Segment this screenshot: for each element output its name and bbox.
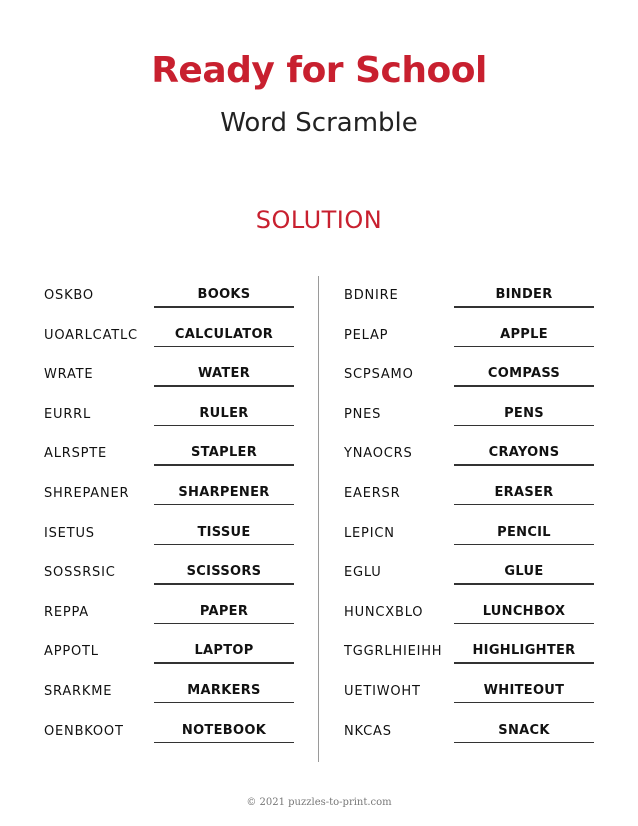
answer-line	[454, 346, 594, 348]
answer-word: SNACK	[498, 722, 550, 738]
answer-line	[154, 346, 294, 348]
answer-line	[454, 702, 594, 704]
answer-line	[454, 544, 594, 546]
answer-word: WATER	[197, 366, 251, 382]
answer-word: BINDER	[495, 287, 553, 302]
answer-line	[154, 583, 294, 585]
answer-line	[454, 464, 594, 466]
answer-word: LAPTOP	[194, 643, 254, 659]
column-divider	[318, 276, 319, 762]
answer-word: SCISSORS	[186, 564, 262, 580]
scrambled-word: PNES	[344, 406, 382, 422]
scrambled-word: LEPICN	[344, 525, 395, 541]
answer-line	[154, 425, 294, 427]
answer-word: PENS	[504, 405, 544, 421]
scrambled-word: HUNCXBLO	[344, 604, 424, 620]
solution-heading: SOLUTION	[255, 206, 383, 234]
scrambled-word: ISETUS	[44, 525, 95, 541]
answer-word: COMPASS	[487, 366, 561, 382]
scrambled-word: YNAOCRS	[344, 446, 413, 462]
scrambled-word: SRARKME	[44, 683, 113, 699]
scrambled-word: SHREPANER	[44, 485, 130, 501]
scrambled-word: SCPSAMO	[344, 367, 414, 383]
answer-line	[154, 385, 294, 387]
scrambled-word: EGLU	[344, 565, 382, 581]
answer-word: CRAYONS	[488, 445, 560, 461]
answer-line	[154, 544, 294, 546]
answer-line	[454, 623, 594, 625]
answer-word: GLUE	[504, 564, 544, 580]
scrambled-word: PELAP	[344, 327, 389, 343]
answer-line	[154, 702, 294, 704]
answer-word: CALCULATOR	[174, 326, 274, 342]
page-title: Ready for School	[151, 50, 487, 91]
copyright-footer: © 2021 puzzles-to-print.com	[246, 797, 392, 808]
answer-line	[454, 306, 594, 308]
answer-word: SHARPENER	[178, 484, 270, 500]
page-subtitle: Word Scramble	[220, 108, 418, 138]
answer-line	[154, 662, 294, 664]
scrambled-word: UETIWOHT	[344, 683, 421, 699]
answer-line	[454, 504, 594, 506]
answer-word: BOOKS	[197, 287, 251, 302]
answer-word: PENCIL	[497, 524, 551, 540]
answer-line	[154, 464, 294, 466]
scrambled-word: REPPA	[44, 604, 89, 620]
answer-word: MARKERS	[187, 682, 261, 698]
answer-word: STAPLER	[190, 445, 258, 461]
answer-word: ERASER	[494, 484, 554, 500]
answer-line	[154, 504, 294, 506]
answer-word: NOTEBOOK	[181, 722, 267, 738]
scrambled-word: BDNIRE	[344, 288, 399, 303]
scrambled-word: UOARLCATLC	[44, 327, 138, 343]
scrambled-word: EURRL	[44, 406, 92, 422]
scrambled-word: WRATE	[44, 367, 94, 383]
answer-word: RULER	[199, 405, 249, 421]
answer-line	[154, 623, 294, 625]
answer-word: APPLE	[500, 326, 548, 342]
scrambled-word: OSKBO	[44, 288, 94, 303]
answer-word: WHITEOUT	[483, 682, 565, 698]
scrambled-word: NKCAS	[344, 723, 392, 739]
answer-word: HIGHLIGHTER	[472, 643, 576, 659]
answer-word: PAPER	[199, 603, 249, 619]
answer-line	[454, 425, 594, 427]
scrambled-word: ALRSPTE	[44, 446, 108, 462]
answer-line	[154, 742, 294, 744]
scrambled-word: EAERSR	[344, 485, 401, 501]
scrambled-word: OENBKOOT	[44, 723, 124, 739]
answer-word: TISSUE	[197, 524, 251, 540]
scrambled-word: APPOTL	[44, 644, 99, 660]
scrambled-word: TGGRLHIEIHH	[344, 644, 443, 660]
scrambled-word: SOSSRSIC	[44, 565, 116, 581]
answer-word: LUNCHBOX	[482, 603, 566, 619]
answer-line	[454, 385, 594, 387]
answer-line	[454, 662, 594, 664]
answer-line	[454, 742, 594, 744]
answer-line	[454, 583, 594, 585]
answer-line	[154, 306, 294, 308]
